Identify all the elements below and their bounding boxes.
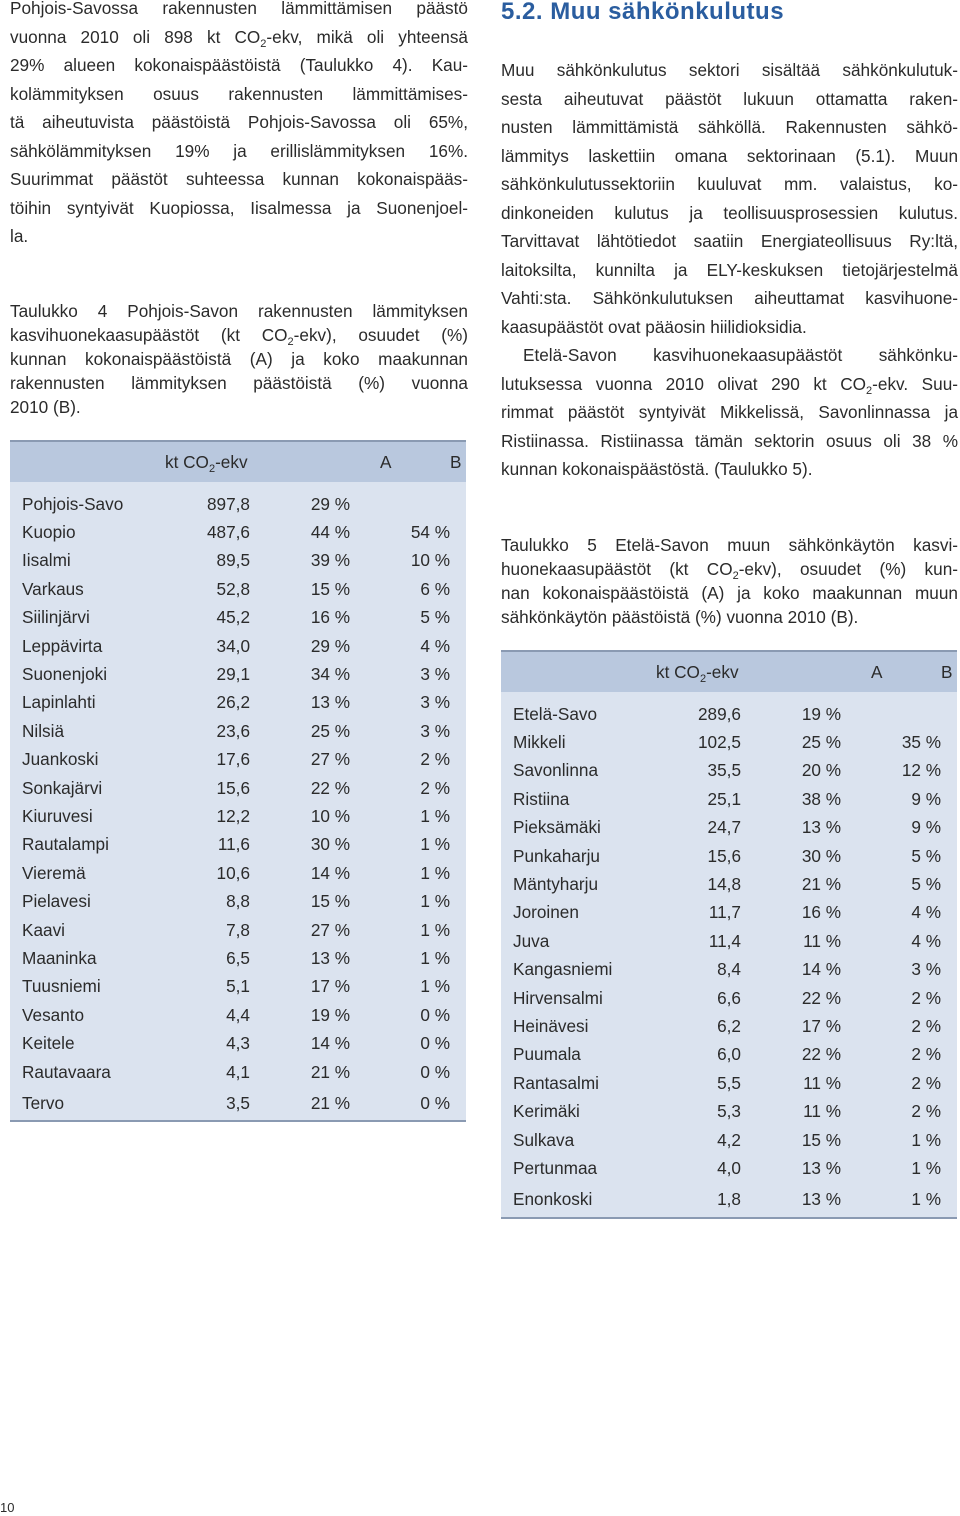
table-row — [10, 973, 466, 1001]
cell-b: 3 % — [420, 720, 450, 741]
cell-kt-co2: 3,5 — [155, 1086, 250, 1121]
cell-a: 13 % — [310, 692, 350, 713]
table-row — [501, 842, 957, 870]
table-row — [10, 1058, 466, 1086]
cell-a: 17 % — [310, 976, 350, 997]
cell-municipality: Rautavaara — [22, 1061, 111, 1082]
cell-kt-co2: 6,6 — [717, 987, 741, 1008]
section-heading: 5.2. Muu sähkönkulutus — [501, 0, 785, 25]
cell-b: 2 % — [911, 1015, 941, 1036]
col-kt-co2: kt $CO_2$-ekv — [155, 441, 350, 482]
cell-municipality: Tervo — [10, 1086, 155, 1121]
cell-spacer — [450, 973, 466, 1001]
cell-spacer — [450, 717, 466, 745]
cell-a: 25 % — [801, 732, 841, 753]
cell-municipality: Iisalmi — [22, 550, 71, 571]
cell-municipality: Kerimäki — [513, 1101, 580, 1122]
section-paragraph-2: Etelä-Savon kasvihuonekaasupäästöt sähkönku- lutuksessa vuonna 2010 olivat 290 kt $CO_2$-ekv. Suu- rimmat päästöt syntyivät Mikkelissä, Savonlinnassa ja Ristiinassa. Ristiinassa tämän sektorin osuus oli 38 % kunnan kokonaispäästöstä. (Taulukko 5). — [501, 345, 958, 479]
cell-kt-co2: 6,0 — [717, 1044, 741, 1065]
table-row — [10, 604, 466, 632]
cell-spacer — [941, 842, 957, 870]
cell-b: 4 % — [420, 635, 450, 656]
cell-kt-co2: 12,2 — [216, 805, 250, 826]
table-row — [10, 547, 466, 575]
table-row — [10, 774, 466, 802]
cell-kt-co2: 34,0 — [216, 635, 250, 656]
cell-b — [350, 482, 450, 518]
cell-kt-co2: 15,6 — [216, 777, 250, 798]
cell-municipality: Pertunmaa — [513, 1157, 598, 1178]
table-row — [501, 814, 957, 842]
cell-spacer — [450, 774, 466, 802]
table4-caption: Taulukko 4 Pohjois-Savon rakennusten lämmityksen kasvihuonekaasupäästöt (kt $CO_2-ekv$), osuudet (%) kunnan kokonaispäästöistä (A) ja koko maakunnan rakennusten lämmityksen päästöistä (%) vuonna 2010 (B). — [10, 301, 468, 417]
table-row — [501, 1012, 957, 1040]
cell-municipality: Maaninka — [22, 947, 97, 968]
cell-b: 3 % — [420, 664, 450, 685]
cell-a: 21 % — [801, 874, 841, 895]
cell-b: 1 % — [420, 947, 450, 968]
cell-municipality: Varkaus — [22, 578, 84, 599]
cell-spacer — [450, 604, 466, 632]
cell-kt-co2: 4,4 — [226, 1004, 250, 1025]
cell-municipality: Kangasniemi — [513, 959, 613, 980]
cell-a: 29 % — [310, 635, 350, 656]
cell-spacer — [941, 1154, 957, 1182]
cell-b: 2 % — [911, 1044, 941, 1065]
cell-spacer — [450, 518, 466, 546]
cell-municipality: Mäntyharju — [513, 874, 599, 895]
cell-b: 0 % — [350, 1086, 450, 1121]
cell-kt-co2: 29,1 — [216, 664, 250, 685]
table-row — [10, 660, 466, 688]
table-row — [10, 717, 466, 745]
table-row — [10, 916, 466, 944]
cell-b: 1 % — [420, 834, 450, 855]
cell-a: 14 % — [801, 959, 841, 980]
cell-kt-co2: 4,1 — [226, 1061, 250, 1082]
table-row — [501, 927, 957, 955]
cell-a: 11 % — [803, 1101, 841, 1122]
cell-a: 22 % — [801, 1044, 841, 1065]
cell-kt-co2: 1,8 — [646, 1183, 741, 1218]
cell-b: 3 % — [420, 692, 450, 713]
table-row — [10, 887, 466, 915]
table-row — [501, 984, 957, 1012]
cell-a: 14 % — [310, 862, 350, 883]
cell-kt-co2: 897,8 — [206, 493, 250, 514]
table-row — [501, 785, 957, 813]
cell-spacer — [941, 1041, 957, 1069]
cell-kt-co2: 5,3 — [717, 1101, 741, 1122]
cell-spacer — [450, 944, 466, 972]
cell-municipality: Vesanto — [22, 1004, 85, 1025]
cell-a: 13 % — [741, 1183, 841, 1218]
table-row — [10, 1086, 466, 1121]
cell-municipality: Vieremä — [22, 862, 86, 883]
table-row — [10, 518, 466, 546]
cell-municipality: Mikkeli — [513, 732, 566, 753]
cell-spacer — [941, 1183, 957, 1218]
cell-b: 1 % — [420, 891, 450, 912]
cell-a: 14 % — [310, 1033, 350, 1054]
cell-a: 11 % — [803, 1072, 841, 1093]
cell-spacer — [941, 870, 957, 898]
cell-spacer — [941, 692, 957, 728]
cell-spacer — [941, 728, 957, 756]
table-row — [10, 859, 466, 887]
cell-b: 2 % — [420, 749, 450, 770]
table-row — [501, 870, 957, 898]
cell-kt-co2: 11,4 — [708, 930, 741, 951]
cell-spacer — [941, 927, 957, 955]
table-row — [10, 632, 466, 660]
cell-kt-co2: 6,2 — [717, 1015, 741, 1036]
cell-a: 38 % — [801, 788, 841, 809]
cell-b: 2 % — [911, 1101, 941, 1122]
cell-spacer — [941, 984, 957, 1012]
cell-a: 13 % — [801, 817, 841, 838]
cell-spacer — [450, 575, 466, 603]
cell-a: 13 % — [310, 947, 350, 968]
cell-kt-co2: 102,5 — [697, 732, 741, 753]
cell-a: 30 % — [801, 845, 841, 866]
table-header-row — [10, 441, 466, 482]
cell-municipality: Suonenjoki — [22, 664, 108, 685]
cell-kt-co2: 17,6 — [216, 749, 250, 770]
cell-spacer — [941, 757, 957, 785]
cell-b: 54 % — [410, 522, 450, 543]
cell-kt-co2: 5,5 — [717, 1072, 741, 1093]
table-row — [10, 482, 466, 518]
table-header-row — [501, 651, 957, 692]
cell-kt-co2: 14,8 — [707, 874, 741, 895]
cell-a: 17 % — [801, 1015, 841, 1036]
cell-b: 10 % — [410, 550, 450, 571]
cell-municipality: Etelä-Savo — [513, 703, 598, 724]
cell-b: 0 % — [420, 1033, 450, 1054]
cell-kt-co2: 23,6 — [216, 720, 250, 741]
cell-b: 2 % — [911, 987, 941, 1008]
cell-spacer — [450, 547, 466, 575]
cell-b: 9 % — [911, 788, 941, 809]
cell-municipality: Pielavesi — [22, 891, 91, 912]
col-a: A — [841, 651, 941, 692]
table-row — [10, 1001, 466, 1029]
cell-b: 1 % — [420, 805, 450, 826]
cell-spacer — [450, 689, 466, 717]
cell-spacer — [941, 1012, 957, 1040]
cell-b: 1 % — [911, 1129, 941, 1150]
cell-municipality: Kaavi — [22, 919, 65, 940]
cell-b: 2 % — [420, 777, 450, 798]
cell-b: 2 % — [911, 1072, 941, 1093]
cell-municipality: Nilsiä — [22, 720, 65, 741]
cell-spacer — [450, 1029, 466, 1057]
cell-municipality: Hirvensalmi — [513, 987, 603, 1008]
cell-kt-co2: 11,7 — [708, 902, 741, 923]
cell-spacer — [941, 1126, 957, 1154]
cell-spacer — [941, 1097, 957, 1125]
cell-b: 1 % — [841, 1183, 941, 1218]
cell-kt-co2: 26,2 — [216, 692, 250, 713]
table-row — [501, 1097, 957, 1125]
cell-b: 5 % — [420, 607, 450, 628]
cell-b — [841, 692, 941, 728]
cell-spacer — [450, 1001, 466, 1029]
cell-spacer — [450, 1086, 466, 1121]
cell-a: 44 % — [310, 522, 350, 543]
table-row — [501, 1041, 957, 1069]
intro-paragraph: Pohjois-Savossa rakennusten lämmittämisen päästö vuonna 2010 oli 898 kt $CO_2$-ekv, mikä oli yhteensä 29% alueen kokonaispäästöistä (Taulukko 4). Kau- kolämmityksen osuus rakennusten lämmittämises- tä aiheutuvista päästöistä Pohjois-Savossa oli 65%, sähkölämmityksen 19% ja erillislämmityksen 16%. Suurimmat päästöt suhteessa kunnan kokonaispääs- töihin syntyivät Kuopiossa, Iisalmessa ja Suonenjoel- la. — [10, 0, 468, 246]
cell-kt-co2: 289,6 — [697, 703, 741, 724]
table5-caption: Taulukko 5 Etelä-Savon muun sähkönkäytön kasvi- huonekaasupäästöt (kt $CO_2-ekv$), osuudet (%) kun- nan kokonaispäästöistä (A) ja koko maakunnan muun sähkönkäytön päästöistä (%) vuonna 2010 (B). — [501, 535, 958, 627]
cell-spacer — [941, 899, 957, 927]
cell-municipality: Keitele — [22, 1033, 75, 1054]
cell-b: 3 % — [911, 959, 941, 980]
cell-a: 16 % — [801, 902, 841, 923]
table-row — [10, 746, 466, 774]
cell-municipality: Tuusniemi — [22, 976, 101, 997]
cell-kt-co2: 15,6 — [707, 845, 741, 866]
cell-municipality: Puumala — [513, 1044, 581, 1065]
cell-a: 16 % — [310, 607, 350, 628]
table-row — [10, 944, 466, 972]
cell-b: 4 % — [911, 930, 941, 951]
cell-kt-co2: 5,1 — [226, 976, 250, 997]
table-row — [10, 831, 466, 859]
table-row — [501, 1154, 957, 1182]
cell-municipality: Juva — [513, 930, 550, 951]
cell-a: 34 % — [310, 664, 350, 685]
cell-b: 5 % — [911, 874, 941, 895]
table-row — [501, 1183, 957, 1218]
cell-municipality: Punkaharju — [513, 845, 600, 866]
cell-a: 15 % — [801, 1129, 841, 1150]
cell-spacer — [941, 814, 957, 842]
table-row — [501, 728, 957, 756]
table4 — [10, 440, 466, 1122]
cell-a: 25 % — [310, 720, 350, 741]
cell-kt-co2: 89,5 — [216, 550, 250, 571]
cell-kt-co2: 45,2 — [216, 607, 250, 628]
cell-b: 12 % — [901, 760, 941, 781]
table-row — [501, 899, 957, 927]
cell-a: 15 % — [310, 891, 350, 912]
table-row — [501, 1069, 957, 1097]
cell-municipality: Enonkoski — [501, 1183, 646, 1218]
cell-a: 27 % — [310, 919, 350, 940]
cell-b: 0 % — [420, 1004, 450, 1025]
cell-spacer — [450, 859, 466, 887]
cell-b: 5 % — [911, 845, 941, 866]
table-row — [501, 757, 957, 785]
cell-b: 4 % — [911, 902, 941, 923]
cell-a: 13 % — [801, 1157, 841, 1178]
cell-kt-co2: 52,8 — [216, 578, 250, 599]
table-row — [10, 575, 466, 603]
cell-municipality: Rautalampi — [22, 834, 109, 855]
cell-municipality: Sulkava — [513, 1129, 575, 1150]
cell-a: 19 % — [801, 703, 841, 724]
table-row — [10, 1029, 466, 1057]
cell-kt-co2: 7,8 — [226, 919, 250, 940]
cell-b: 9 % — [911, 817, 941, 838]
table-row — [501, 1126, 957, 1154]
cell-spacer — [941, 956, 957, 984]
table-row — [10, 802, 466, 830]
cell-b: 1 % — [420, 976, 450, 997]
cell-a: 39 % — [310, 550, 350, 571]
cell-municipality: Leppävirta — [22, 635, 103, 656]
col-b: B — [450, 441, 466, 482]
cell-a: 21 % — [310, 1061, 350, 1082]
cell-municipality: Lapinlahti — [22, 692, 96, 713]
cell-a: 15 % — [310, 578, 350, 599]
cell-municipality: Kuopio — [22, 522, 76, 543]
cell-kt-co2: 6,5 — [226, 947, 250, 968]
cell-a: 20 % — [801, 760, 841, 781]
table-row — [10, 689, 466, 717]
cell-kt-co2: 8,4 — [717, 959, 741, 980]
cell-kt-co2: 25,1 — [707, 788, 741, 809]
cell-a: 19 % — [310, 1004, 350, 1025]
cell-kt-co2: 487,6 — [206, 522, 250, 543]
cell-municipality: Heinävesi — [513, 1015, 589, 1036]
cell-spacer — [450, 887, 466, 915]
cell-spacer — [450, 831, 466, 859]
cell-kt-co2: 11,6 — [217, 834, 250, 855]
cell-municipality: Juankoski — [22, 749, 99, 770]
table5 — [501, 650, 957, 1219]
cell-b: 6 % — [420, 578, 450, 599]
cell-municipality: Pieksämäki — [513, 817, 601, 838]
cell-municipality: Kiuruvesi — [22, 805, 93, 826]
cell-spacer — [450, 746, 466, 774]
cell-b: 0 % — [420, 1061, 450, 1082]
cell-b: 35 % — [901, 732, 941, 753]
cell-a: 30 % — [310, 834, 350, 855]
cell-spacer — [450, 660, 466, 688]
cell-a: 10 % — [310, 805, 350, 826]
cell-kt-co2: 8,8 — [226, 891, 250, 912]
section-paragraph-1: Muu sähkönkulutus sektori sisältää sähkönkulutuk- sesta aiheutuvat päästöt lukuun ottamatta raken- nusten lämmittämistä sähköllä. Rakennusten sähkö- lämmitys laskettiin omana sektorinaan (5.1). Muun sähkönkulutussektoriin kuuluvat mm. valaistus, ko- dinkoneiden kulutus ja teollisuusprosessien kulutus. Tarvittavat lähtötiedot saatiin Energiateollisuus Ry:ltä, laitoksilta, kunnilta ja ELY-keskuksen tietojärjestelmä Vahti:sta. Sähkönkulutuksen aiheuttamat kasvihuone- kaasupäästöt ovat pääosin hiilidioksidia. — [501, 60, 958, 337]
cell-kt-co2: 4,2 — [717, 1129, 741, 1150]
cell-spacer — [450, 916, 466, 944]
cell-b: 1 % — [420, 919, 450, 940]
cell-a: 29 % — [310, 493, 350, 514]
cell-municipality: Ristiina — [513, 788, 570, 809]
cell-municipality: Sonkajärvi — [22, 777, 103, 798]
cell-municipality: Pohjois-Savo — [22, 493, 124, 514]
cell-a: 21 % — [250, 1086, 350, 1121]
cell-municipality: Siilinjärvi — [22, 607, 90, 628]
cell-a: 22 % — [801, 987, 841, 1008]
col-b: B — [941, 651, 957, 692]
cell-b: 1 % — [420, 862, 450, 883]
cell-kt-co2: 35,5 — [707, 760, 741, 781]
cell-kt-co2: 4,3 — [226, 1033, 250, 1054]
cell-spacer — [941, 785, 957, 813]
cell-b: 1 % — [911, 1157, 941, 1178]
cell-a: 11 % — [803, 930, 841, 951]
cell-spacer — [450, 802, 466, 830]
cell-spacer — [450, 1058, 466, 1086]
cell-kt-co2: 24,7 — [707, 817, 741, 838]
cell-spacer — [941, 1069, 957, 1097]
col-kt-co2: kt $CO_2$-ekv — [646, 651, 841, 692]
cell-municipality: Joroinen — [513, 902, 579, 923]
cell-spacer — [450, 632, 466, 660]
cell-municipality: Savonlinna — [513, 760, 599, 781]
cell-spacer — [450, 482, 466, 518]
cell-a: 22 % — [310, 777, 350, 798]
cell-kt-co2: 4,0 — [717, 1157, 741, 1178]
page-number: 10 — [0, 1500, 15, 1515]
table-row — [501, 956, 957, 984]
cell-kt-co2: 10,6 — [216, 862, 250, 883]
cell-a: 27 % — [310, 749, 350, 770]
col-a: A — [350, 441, 450, 482]
table-row — [501, 692, 957, 728]
cell-municipality: Rantasalmi — [513, 1072, 599, 1093]
